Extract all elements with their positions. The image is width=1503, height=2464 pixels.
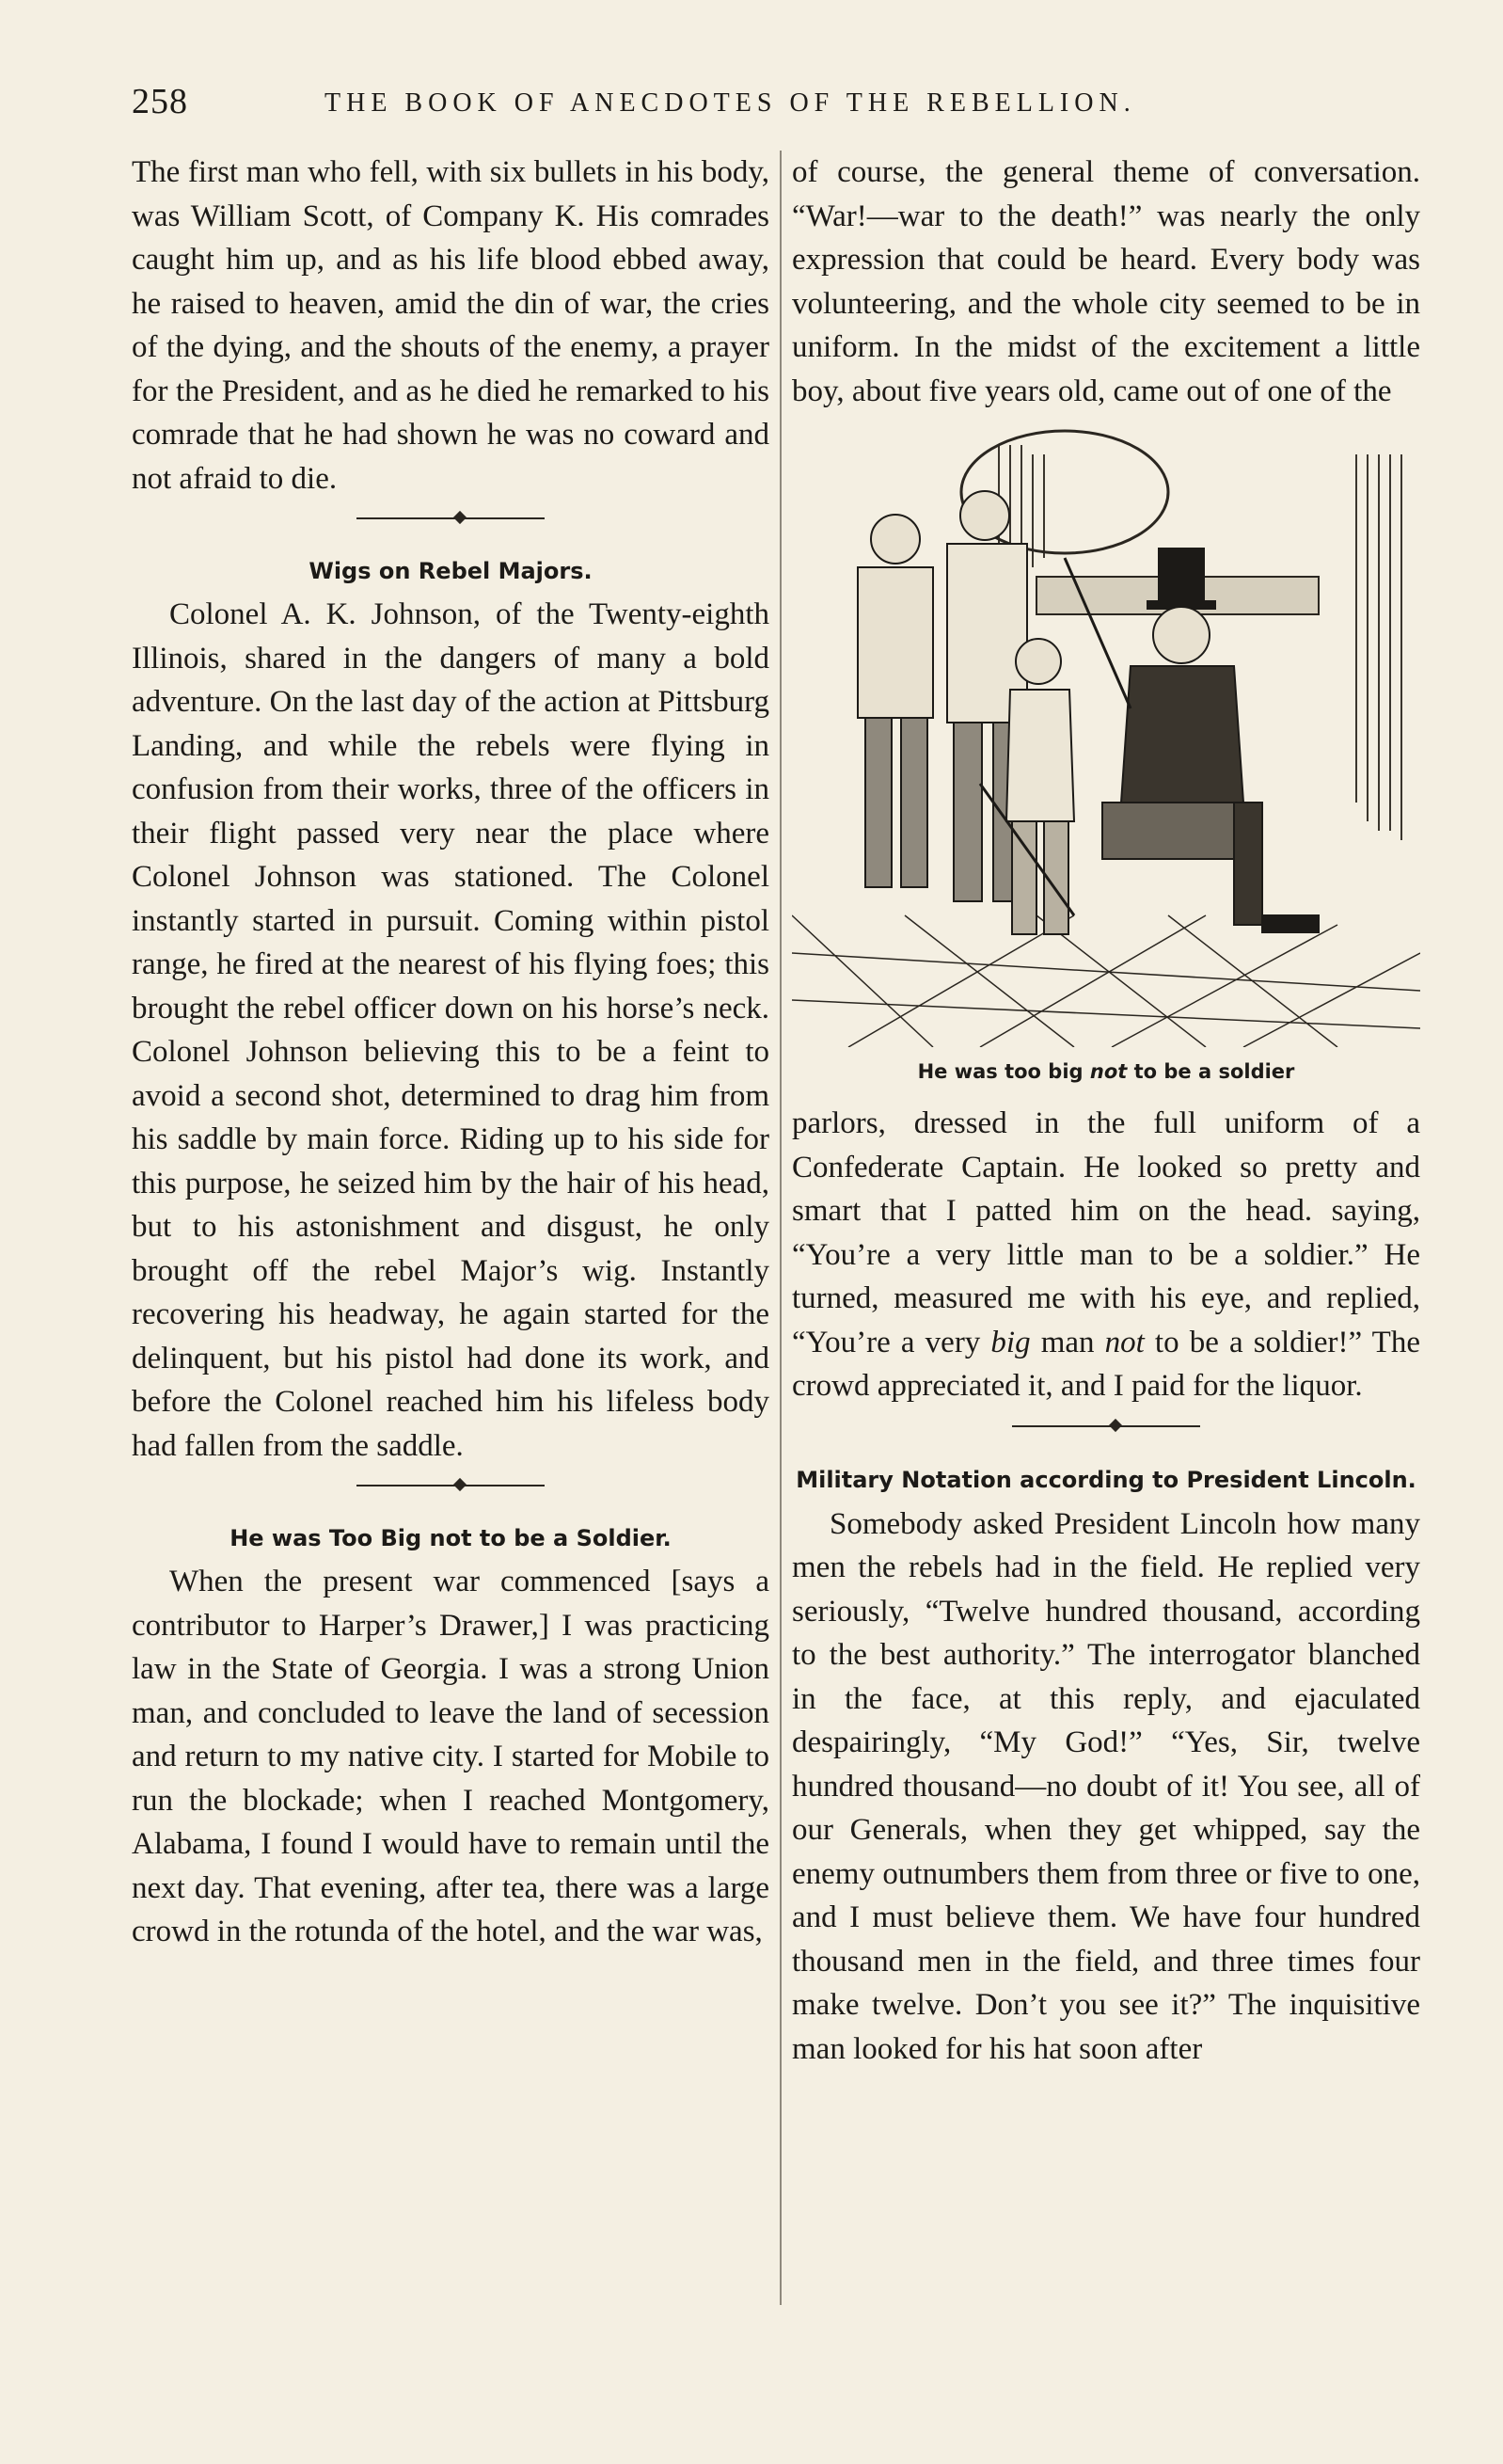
page-number: 258 bbox=[132, 82, 188, 121]
column-divider bbox=[780, 151, 782, 2305]
left-column bbox=[132, 151, 769, 1954]
caption-text-start: He was too big bbox=[917, 1060, 1090, 1083]
paragraph-lincoln: Somebody asked President Lincoln how many men the rebels had in the field. He replied very seriously, “Twelve hundred thousand, according to the best authority.” The interrogator blanched in the face, at this reply, and ejaculated despairingly, “My God!” “Yes, Sir, twelve hundred thousand—no doubt of it! You see, all of our Generals, when they get whipped, say the enemy outnumbers them from three or five to one, and I must believe them. We have four hundred thousand men in the field, and three times four make twelve. Don’t you see it?” The inquisitive man looked for his hat soon after bbox=[792, 1506, 1420, 2066]
engraving-image bbox=[792, 426, 1420, 1047]
emphasis-big: big bbox=[990, 1325, 1031, 1359]
paragraph-conversation: of course, the general theme of conversation. “War!—war to the death!” was nearly the only expression that could be heard. Every body was volunteering, and the whole city seemed to be in uniform. In the midst of the excitement a little boy, about five years old, came out of one of the bbox=[792, 155, 1420, 408]
right-column bbox=[792, 151, 1420, 2071]
emphasis-not: not bbox=[1104, 1325, 1145, 1359]
page-header bbox=[132, 81, 1260, 128]
section-separator bbox=[132, 501, 769, 553]
caption-text-emphasis: not bbox=[1089, 1060, 1128, 1083]
paragraph-parlors bbox=[792, 1102, 1420, 1408]
figure-caption bbox=[792, 1053, 1420, 1090]
caption-text-end: to be a soldier bbox=[1127, 1060, 1295, 1083]
running-title: THE BOOK OF ANECDOTES OF THE REBELLION. bbox=[324, 88, 1136, 118]
paragraph-war-commenced: When the present war commenced [says a contributor to Harper’s Drawer,] I was practicing law in the State of Georgia. I was a strong Union man, and concluded to leave the land of secession and return to my native city. I started for Mobile to run the blockade; when I reached Montgomery, Alabama, I found I would have to remain until the next day. That evening, after tea, there was a large crowd in the rotunda of the hotel, and the war was, bbox=[132, 1565, 769, 1948]
paragraph-parlors-part2: man bbox=[1030, 1325, 1105, 1359]
paragraph-parlors-part1: parlors, dressed in the full uniform of a Confederate Captain. He looked so pretty and smart that I patted him on the head. saying, “You’re a very little man to be a soldier.” He turned, measured me with his eye, and replied, “You’re a very bbox=[792, 1106, 1420, 1359]
section-separator bbox=[132, 1468, 769, 1520]
paragraph-scott: The first man who fell, with six bullets in his body, was William Scott, of Company K. His comrades caught him up, and as his life blood ebbed away, he raised to heaven, amid the din of war, the cries of the dying, and the shouts of the enemy, a prayer for the President, and as he died he remarked to his comrade that he had shown he was no coward and not afraid to die. bbox=[132, 155, 769, 496]
engraving-illustration bbox=[792, 426, 1420, 1047]
heading-wigs-on-rebel-majors: Wigs on Rebel Majors. bbox=[309, 558, 593, 584]
paragraph-johnson: Colonel A. K. Johnson, of the Twenty-eighth Illinois, shared in the dangers of many a bold adventure. On the last day of the action at Pittsburg Landing, and while the rebels were flying in confusion from their works, three of the officers in their flight passed very near the place where Colonel Johnson was stationed. The Colonel instantly started in pursuit. Coming within pistol range, he fired at the nearest of his flying foes; this brought the rebel officer down on his horse’s neck. Colonel Johnson believing this to be a feint to avoid a second shot, determined to drag him from his saddle by main force. Riding up to his side for this purpose, he seized him by the hair of his head, but to his astonishment and disgust, he only brought off the rebel Major’s wig. Instantly recovering his headway, he again started for the delinquent, but his pistol had done its work, and before the Colonel reached him his lifeless body had fallen from the saddle. bbox=[132, 597, 769, 1463]
paragraph-parlors-part3: to be a soldier!” The crowd appreciated it, and I paid for the liquor. bbox=[792, 1325, 1420, 1403]
heading-military-notation: Military Notation according to President Lincoln. bbox=[796, 1466, 1416, 1493]
heading-too-big-soldier: He was Too Big not to be a Soldier. bbox=[229, 1525, 672, 1551]
section-separator bbox=[792, 1408, 1420, 1461]
